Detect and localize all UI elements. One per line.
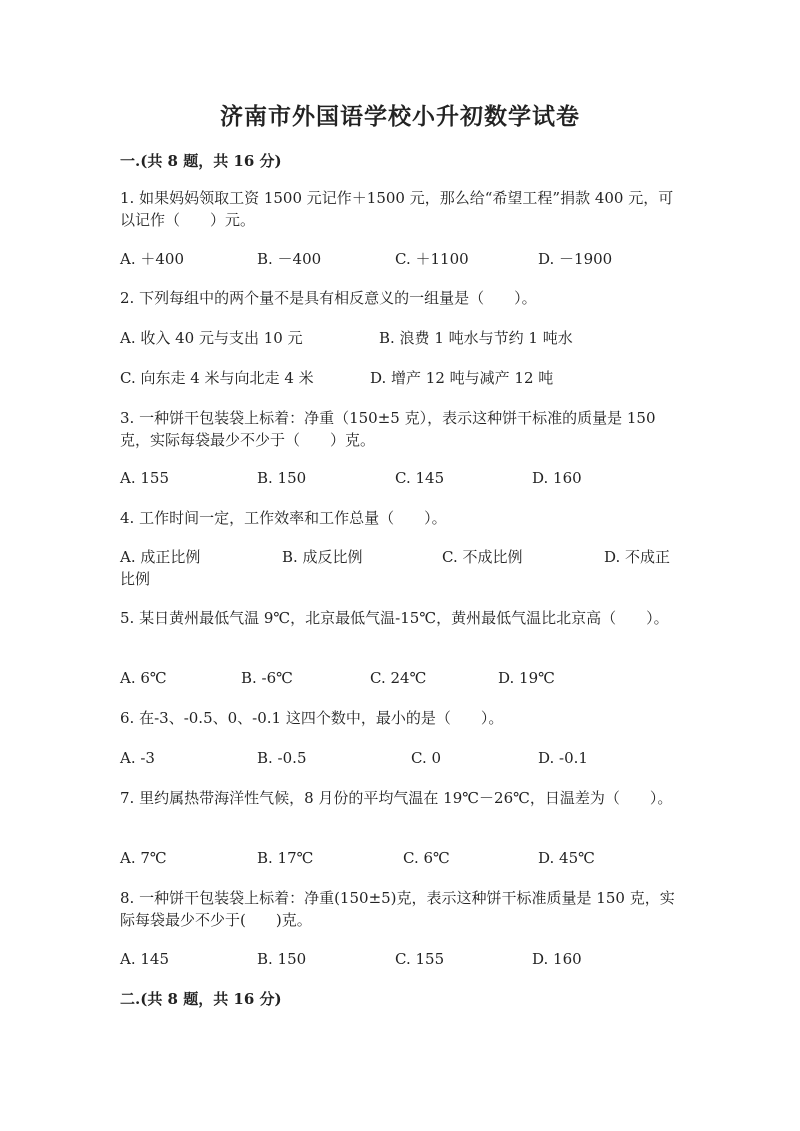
options-3: [120, 467, 680, 511]
options-1: [120, 248, 680, 292]
option-d: D. 45℃: [538, 849, 595, 867]
options-2-row-2: [120, 367, 680, 411]
exam-title: 济南市外国语学校小升初数学试卷: [220, 103, 580, 130]
option-d: D. －1900: [538, 250, 613, 268]
options-6: [120, 747, 680, 791]
option-c: C. 24℃: [370, 669, 427, 687]
options-4-wrap: [120, 568, 680, 612]
section-heading-2: 二.(共 8 题，共 16 分): [120, 990, 282, 1008]
option-d-continued: 比例: [120, 570, 151, 588]
options-7: [120, 847, 680, 891]
option-d: D. 160: [532, 469, 582, 487]
question-5: 5. 某日黄州最低气温 9℃，北京最低气温-15℃，黄州最低气温比北京高（ ）。: [120, 609, 669, 627]
question-6: 6. 在-3、-0.5、0、-0.1 这四个数中，最小的是（ ）。: [120, 709, 504, 727]
option-b: B. -0.5: [257, 749, 307, 767]
options-8: [120, 948, 680, 992]
option-b: B. -6℃: [241, 669, 293, 687]
section-heading-1: 一.(共 8 题，共 16 分): [120, 152, 282, 170]
question-2: 2. 下列每组中的两个量不是具有相反意义的一组量是（ ）。: [120, 289, 537, 307]
option-c: C. 不成比例: [442, 548, 523, 566]
option-a: A. 成正比例: [120, 548, 201, 566]
question-7: 7. 里约属热带海洋性气候，8 月份的平均气温在 19℃－26℃，日温差为（ ）。: [120, 789, 673, 807]
option-c: C. 6℃: [403, 849, 450, 867]
options-2: [120, 327, 680, 371]
option-c: C. 145: [395, 469, 445, 487]
question-1: 1. 如果妈妈领取工资 1500 元记作＋1500 元，那么给“希望工程”捐款 400 元，可以记作（ ）元。: [120, 189, 674, 229]
options-5: [120, 667, 680, 711]
option-c: C. 向东走 4 米与向北走 4 米: [120, 369, 314, 387]
option-a: A. 7℃: [120, 849, 167, 867]
option-b: B. 浪费 1 吨水与节约 1 吨水: [379, 329, 573, 347]
option-a: A. 6℃: [120, 669, 167, 687]
option-c: C. 0: [411, 749, 442, 767]
option-b: B. －400: [257, 250, 322, 268]
option-c: C. ＋1100: [395, 250, 469, 268]
option-a: A. -3: [120, 749, 155, 767]
option-d: D. 不成正: [604, 548, 671, 566]
option-d: D. 19℃: [498, 669, 555, 687]
option-b: B. 150: [257, 469, 307, 487]
option-d: D. 160: [532, 950, 582, 968]
option-b: B. 150: [257, 950, 307, 968]
option-b: B. 成反比例: [282, 548, 363, 566]
option-c: C. 155: [395, 950, 445, 968]
option-b: B. 17℃: [257, 849, 314, 867]
option-a: A. 155: [120, 469, 169, 487]
question-3: 3. 一种饼干包装袋上标着：净重（150±5 克），表示这种饼干标准的质量是 150 克，实际每袋最少不少于（ ）克。: [120, 409, 656, 449]
option-d: D. 增产 12 吨与减产 12 吨: [370, 369, 554, 387]
option-d: D. -0.1: [538, 749, 588, 767]
question-8: 8. 一种饼干包装袋上标着：净重(150±5)克，表示这种饼干标准质量是 150 克，实际每袋最少不少于( )克。: [120, 889, 675, 929]
option-a: A. ＋400: [120, 250, 184, 268]
option-a: A. 收入 40 元与支出 10 元: [120, 329, 303, 347]
option-a: A. 145: [120, 950, 169, 968]
question-4: 4. 工作时间一定，工作效率和工作总量（ ）。: [120, 509, 447, 527]
